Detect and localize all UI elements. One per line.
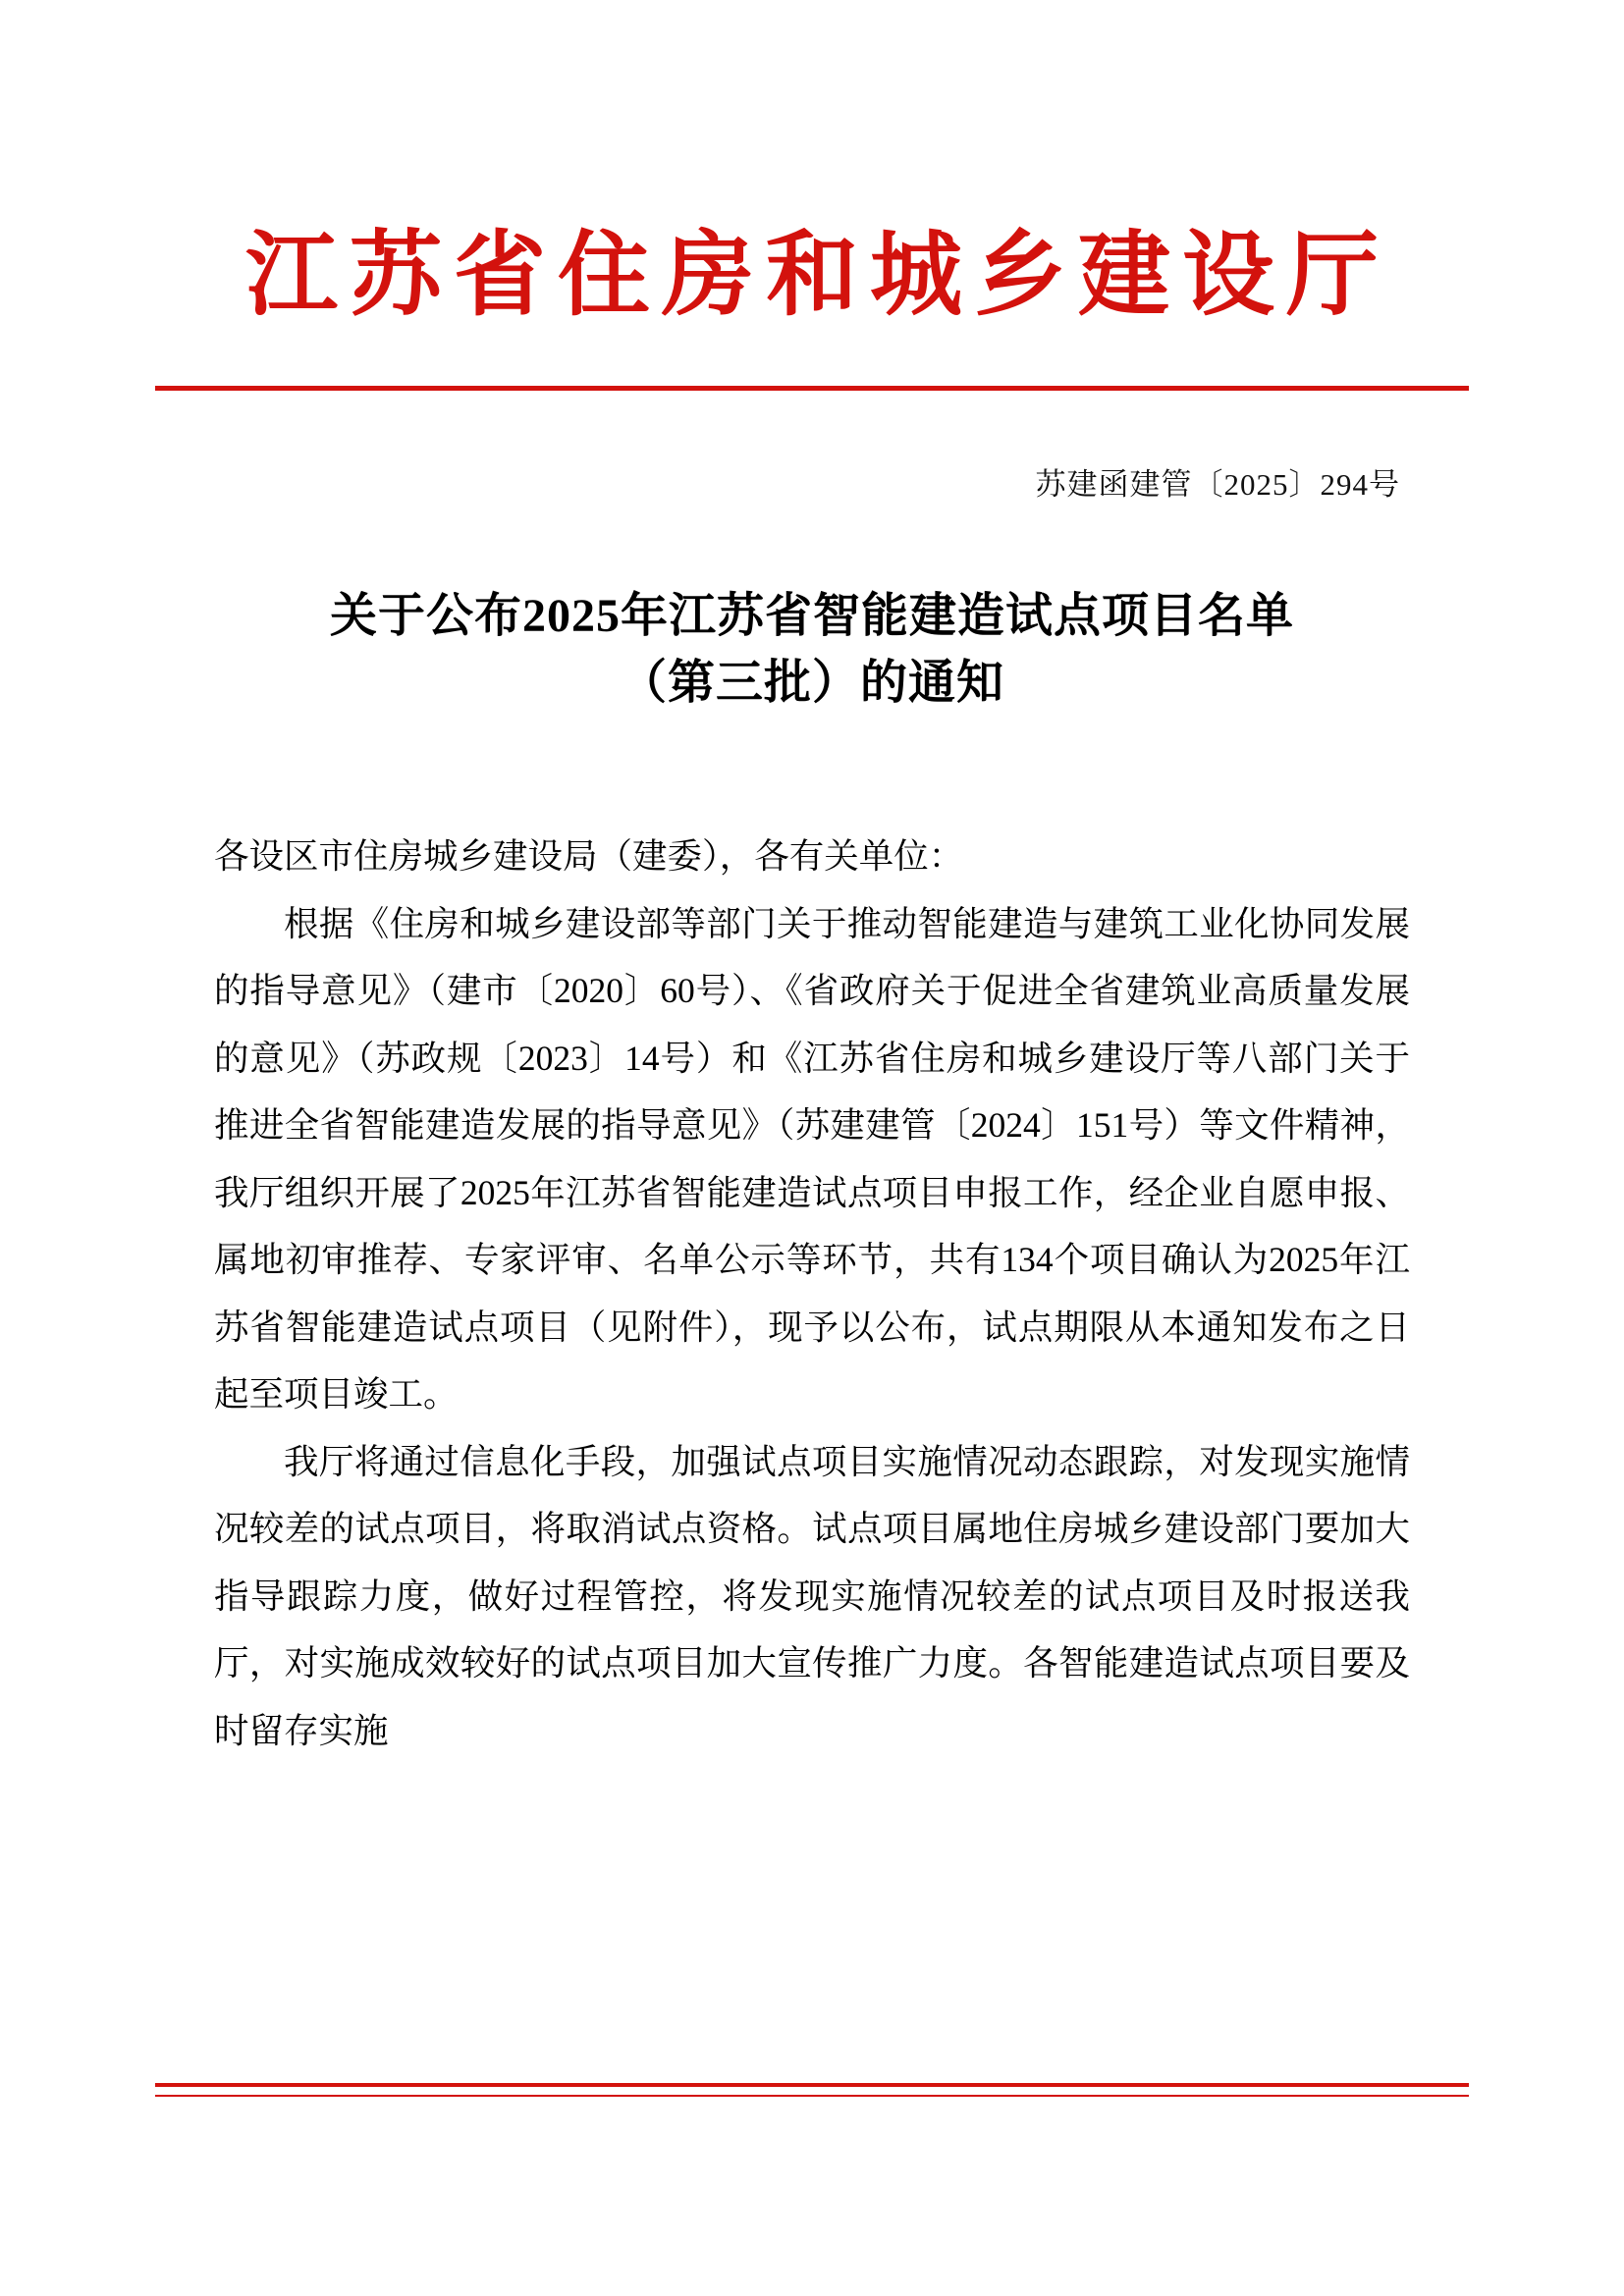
salutation: 各设区市住房城乡建设局（建委），各有关单位： [214,836,964,876]
document-body [214,823,1410,1764]
page-title-line-2: （第三批）的通知 [619,657,1004,710]
page-title-line-1: 关于公布2025年江苏省智能建造试点项目名单 [329,590,1294,642]
masthead-red-rule [155,386,1469,391]
page-title [196,583,1428,717]
issuing-authority-title: 江苏省住房和城乡建设厅 [244,225,1390,327]
footer-red-rule-thin [155,2095,1469,2097]
body-paragraph: 根据《住房和城乡建设部等部门关于推动智能建造与建筑工业化协同发展的指导意见》（建市〔2020〕60号）、《省政府关于促进全省建筑业高质量发展的意见》（苏政规〔2023〕14号）和《江苏省住房和城乡建设厅等八部门关于推进全省智能建造发展的指导意见》（苏建建管〔2024〕151号）等文件精神，我厅组织开展了2025年江苏省智能建造试点项目申报工作，经企业自愿申报、属地初审推荐、专家评审、名单公示等环节，共有134个项目确认为2025年江苏省智能建造试点项目（见附件），现予以公布，试点期限从本通知发布之日起至项目竣工。 [214,903,1410,1414]
masthead [0,225,1624,327]
body-paragraph: 我厅将通过信息化手段，加强试点项目实施情况动态跟踪，对发现实施情况较差的试点项目，将取消试点资格。试点项目属地住房城乡建设部门要加大指导跟踪力度，做好过程管控，将发现实施情况较差的试点项目及时报送我厅，对实施成效较好的试点项目加大宣传推广力度。各智能建造试点项目要及时留存实施 [214,1441,1410,1750]
document-number: 苏建函建管〔2025〕294号 [1035,467,1400,502]
footer-red-rule-thick [155,2083,1469,2087]
